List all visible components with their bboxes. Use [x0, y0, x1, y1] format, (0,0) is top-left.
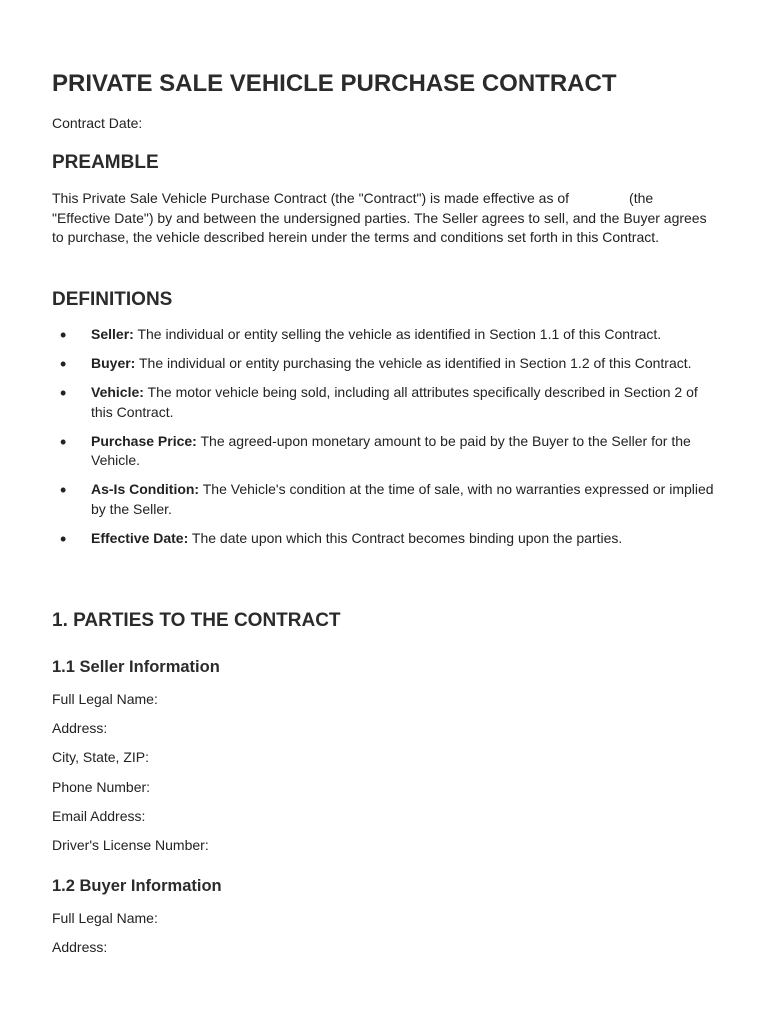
seller-phone-label: Phone Number:	[52, 778, 151, 795]
definition-text: The date upon which this Contract becomes binding upon the parties.	[188, 529, 623, 546]
definition-term: Seller:	[91, 326, 134, 342]
preamble-paragraph	[52, 189, 714, 248]
bullet-icon: •	[60, 431, 67, 452]
definition-item	[52, 325, 716, 345]
bullet-icon: •	[60, 383, 67, 403]
parties-heading: 1. PARTIES TO THE CONTRACT	[52, 610, 341, 631]
bullet-icon: •	[60, 480, 67, 500]
seller-drivers-license-label: Driver's License Number:	[52, 836, 209, 853]
definition-item	[52, 480, 716, 519]
contract-date-label: Contract Date:	[52, 115, 143, 131]
definition-item	[52, 432, 716, 471]
definition-text: The motor vehicle being sold, including all attributes specifically described in Section 2 of this Contract.	[91, 384, 698, 420]
definitions-list	[52, 325, 716, 558]
definition-term: As-Is Condition:	[91, 481, 200, 497]
buyer-address-label: Address:	[52, 939, 108, 956]
preamble-heading: PREAMBLE	[52, 152, 159, 173]
seller-fields	[52, 689, 209, 864]
definitions-heading: DEFINITIONS	[52, 289, 173, 310]
seller-email-label: Email Address:	[52, 807, 146, 824]
buyer-fields	[52, 908, 158, 966]
buyer-info-heading: 1.2 Buyer Information	[52, 877, 222, 895]
preamble-text-end: (the "Effective Date") by and between the undersigned parties. The Seller agrees to sell, and the Buyer agrees to purchase, the vehicle described herein under the terms and conditions set forth in this Contract.	[52, 190, 707, 245]
seller-city-state-zip-label: City, State, ZIP:	[52, 749, 149, 766]
buyer-full-name-label: Full Legal Name:	[52, 910, 158, 926]
definition-term: Vehicle:	[91, 384, 144, 400]
definition-term: Purchase Price:	[91, 432, 197, 449]
definition-item	[52, 383, 716, 422]
bullet-icon: •	[60, 325, 67, 345]
preamble-text-start: This Private Sale Vehicle Purchase Contract (the "Contract") is made effective as of	[52, 190, 570, 206]
seller-info-heading: 1.1 Seller Information	[52, 658, 220, 676]
bullet-icon: •	[60, 528, 67, 549]
definition-text: The individual or entity purchasing the vehicle as identified in Section 1.2 of this Contract.	[135, 355, 692, 371]
bullet-icon: •	[60, 354, 67, 374]
definition-item	[52, 354, 716, 374]
definition-text: The agreed-upon monetary amount to be paid by the Buyer to the Seller for the Vehicle.	[91, 432, 691, 468]
definition-term: Effective Date:	[91, 529, 189, 546]
seller-address-label: Address:	[52, 720, 108, 737]
seller-full-name-label: Full Legal Name:	[52, 691, 158, 707]
definition-term: Buyer:	[91, 355, 136, 371]
definition-item	[52, 529, 716, 549]
definition-text: The Vehicle's condition at the time of sale, with no warranties expressed or implied by the Seller.	[91, 481, 714, 517]
definition-text: The individual or entity selling the vehicle as identified in Section 1.1 of this Contract.	[133, 326, 662, 342]
document-title: PRIVATE SALE VEHICLE PURCHASE CONTRACT	[52, 70, 617, 97]
